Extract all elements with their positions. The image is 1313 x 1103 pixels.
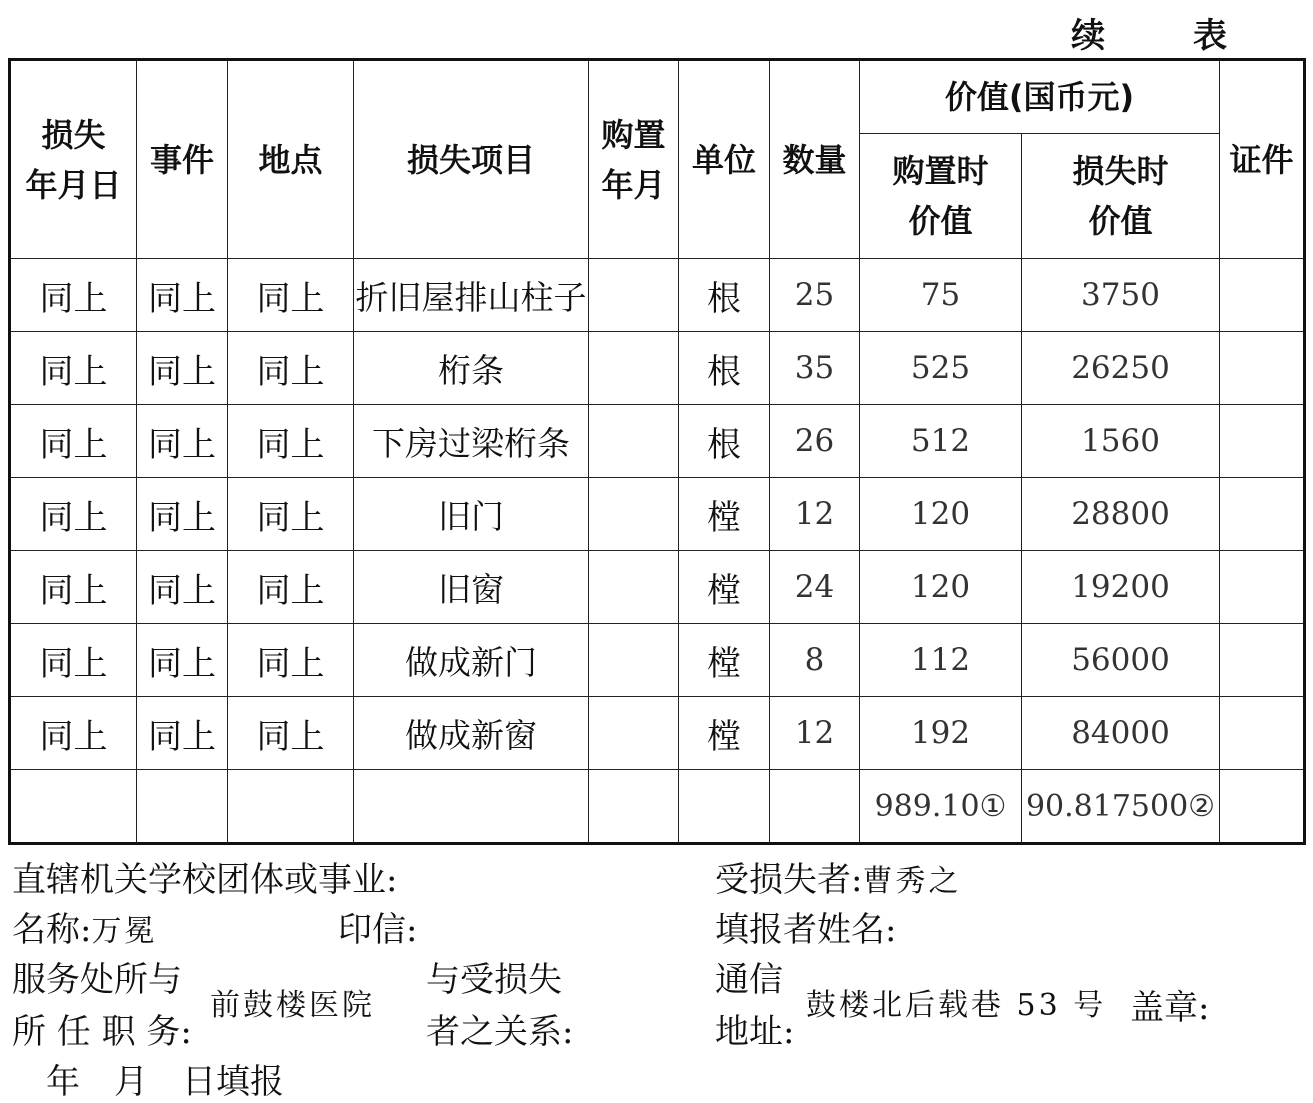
cell-empty [354, 770, 589, 844]
cell-unit: 樘 [679, 551, 770, 624]
cell-unit: 根 [679, 405, 770, 478]
cell-unit: 根 [679, 259, 770, 332]
cell-unit: 樘 [679, 478, 770, 551]
stamp-label: 盖章: [1130, 988, 1210, 1028]
name-value: 万冕 [91, 914, 158, 949]
table-row [10, 478, 1305, 551]
cell-date: 同上 [10, 405, 137, 478]
totals-row [10, 770, 1305, 844]
cell-unit: 根 [679, 332, 770, 405]
victim-label: 受损失者: [715, 860, 863, 900]
cell-place: 同上 [228, 259, 354, 332]
cell-event: 同上 [137, 624, 228, 697]
cell-value-loss: 28800 [1022, 478, 1220, 551]
cell-certificate [1220, 624, 1305, 697]
header-value-purchase: 购置时 价值 [860, 134, 1022, 259]
cell-value-purchase: 120 [860, 551, 1022, 624]
cell-value-purchase: 525 [860, 332, 1022, 405]
header-event: 事件 [137, 60, 228, 259]
cell-empty [1220, 770, 1305, 844]
name-field [12, 902, 157, 951]
service-label-line2: 所 任 职 务: [12, 1012, 192, 1052]
header-loss-item: 损失项目 [354, 60, 589, 259]
cell-empty [10, 770, 137, 844]
cell-date: 同上 [10, 478, 137, 551]
report-date: 年 月 日填报 [46, 1062, 284, 1102]
cell-quantity: 25 [770, 259, 860, 332]
cell-quantity: 26 [770, 405, 860, 478]
cell-value-loss: 3750 [1022, 259, 1220, 332]
cell-certificate [1220, 478, 1305, 551]
header-loss-date: 损失 年月日 [10, 60, 137, 259]
cell-quantity: 8 [770, 624, 860, 697]
address-label-line1: 通信 [715, 960, 783, 1000]
address-label-line2: 地址: [715, 1012, 795, 1052]
cell-value-loss: 19200 [1022, 551, 1220, 624]
cell-event: 同上 [137, 478, 228, 551]
header-unit: 单位 [679, 60, 770, 259]
cell-event: 同上 [137, 405, 228, 478]
reporter-label: 填报者姓名: [715, 910, 897, 950]
cell-certificate [1220, 551, 1305, 624]
table-row [10, 405, 1305, 478]
cell-purchase-date [589, 551, 679, 624]
cell-purchase-date [589, 624, 679, 697]
cell-date: 同上 [10, 624, 137, 697]
table-row [10, 624, 1305, 697]
cell-value-purchase: 512 [860, 405, 1022, 478]
victim-field [715, 852, 961, 901]
service-value: 前鼓楼医院 [210, 988, 375, 1023]
header-place: 地点 [228, 60, 354, 259]
cell-value-loss: 84000 [1022, 697, 1220, 770]
cell-date: 同上 [10, 551, 137, 624]
name-label: 名称: [12, 910, 92, 950]
cell-value-purchase: 120 [860, 478, 1022, 551]
cell-item: 做成新门 [354, 624, 589, 697]
cell-certificate [1220, 332, 1305, 405]
cell-value-loss: 1560 [1022, 405, 1220, 478]
cell-quantity: 35 [770, 332, 860, 405]
cell-place: 同上 [228, 332, 354, 405]
cell-certificate [1220, 405, 1305, 478]
seal-label: 印信: [338, 910, 418, 950]
header-row [10, 60, 1305, 134]
cell-item: 旧窗 [354, 551, 589, 624]
org-label: 直辖机关学校团体或事业: [12, 860, 398, 900]
cell-event: 同上 [137, 551, 228, 624]
cell-unit: 樘 [679, 624, 770, 697]
table-row [10, 332, 1305, 405]
cell-place: 同上 [228, 478, 354, 551]
cell-value-loss: 26250 [1022, 332, 1220, 405]
cell-event: 同上 [137, 697, 228, 770]
cell-quantity: 24 [770, 551, 860, 624]
cell-value-loss: 56000 [1022, 624, 1220, 697]
cell-empty [770, 770, 860, 844]
cell-value-purchase: 75 [860, 259, 1022, 332]
total-value-loss: 90.817500② [1022, 770, 1220, 844]
cell-item: 做成新窗 [354, 697, 589, 770]
cell-empty [679, 770, 770, 844]
cell-purchase-date [589, 259, 679, 332]
cell-item: 桁条 [354, 332, 589, 405]
service-label-line1: 服务处所与 [12, 960, 182, 1000]
victim-value: 曹秀之 [862, 864, 962, 899]
cell-item: 旧门 [354, 478, 589, 551]
cell-empty [228, 770, 354, 844]
cell-place: 同上 [228, 405, 354, 478]
cell-certificate [1220, 259, 1305, 332]
cell-value-purchase: 112 [860, 624, 1022, 697]
header-value-loss: 损失时 价值 [1022, 134, 1220, 259]
cell-place: 同上 [228, 551, 354, 624]
address-value: 鼓楼北后载巷 53 号 [806, 988, 1107, 1023]
table-row [10, 259, 1305, 332]
cell-quantity: 12 [770, 697, 860, 770]
cell-purchase-date [589, 478, 679, 551]
cell-date: 同上 [10, 332, 137, 405]
loss-table [8, 58, 1306, 845]
relation-label-line2: 者之关系: [426, 1012, 574, 1052]
header-certificate: 证件 [1220, 60, 1305, 259]
cell-empty [137, 770, 228, 844]
cell-place: 同上 [228, 697, 354, 770]
table-row [10, 551, 1305, 624]
table-row [10, 697, 1305, 770]
cell-date: 同上 [10, 697, 137, 770]
header-quantity: 数量 [770, 60, 860, 259]
cell-event: 同上 [137, 332, 228, 405]
header-purchase-date: 购置 年月 [589, 60, 679, 259]
cell-quantity: 12 [770, 478, 860, 551]
cell-event: 同上 [137, 259, 228, 332]
cell-item: 下房过梁桁条 [354, 405, 589, 478]
total-value-purchase: 989.10① [860, 770, 1022, 844]
cell-place: 同上 [228, 624, 354, 697]
cell-unit: 樘 [679, 697, 770, 770]
relation-label-line1: 与受损失 [426, 960, 562, 1000]
cell-purchase-date [589, 697, 679, 770]
cell-item: 折旧屋排山柱子 [354, 259, 589, 332]
header-value-group: 价值(国币元) [860, 60, 1220, 134]
cell-empty [589, 770, 679, 844]
cell-certificate [1220, 697, 1305, 770]
cell-purchase-date [589, 405, 679, 478]
cell-value-purchase: 192 [860, 697, 1022, 770]
cell-date: 同上 [10, 259, 137, 332]
cell-purchase-date [589, 332, 679, 405]
continued-table-label: 续 表 [1071, 16, 1265, 56]
